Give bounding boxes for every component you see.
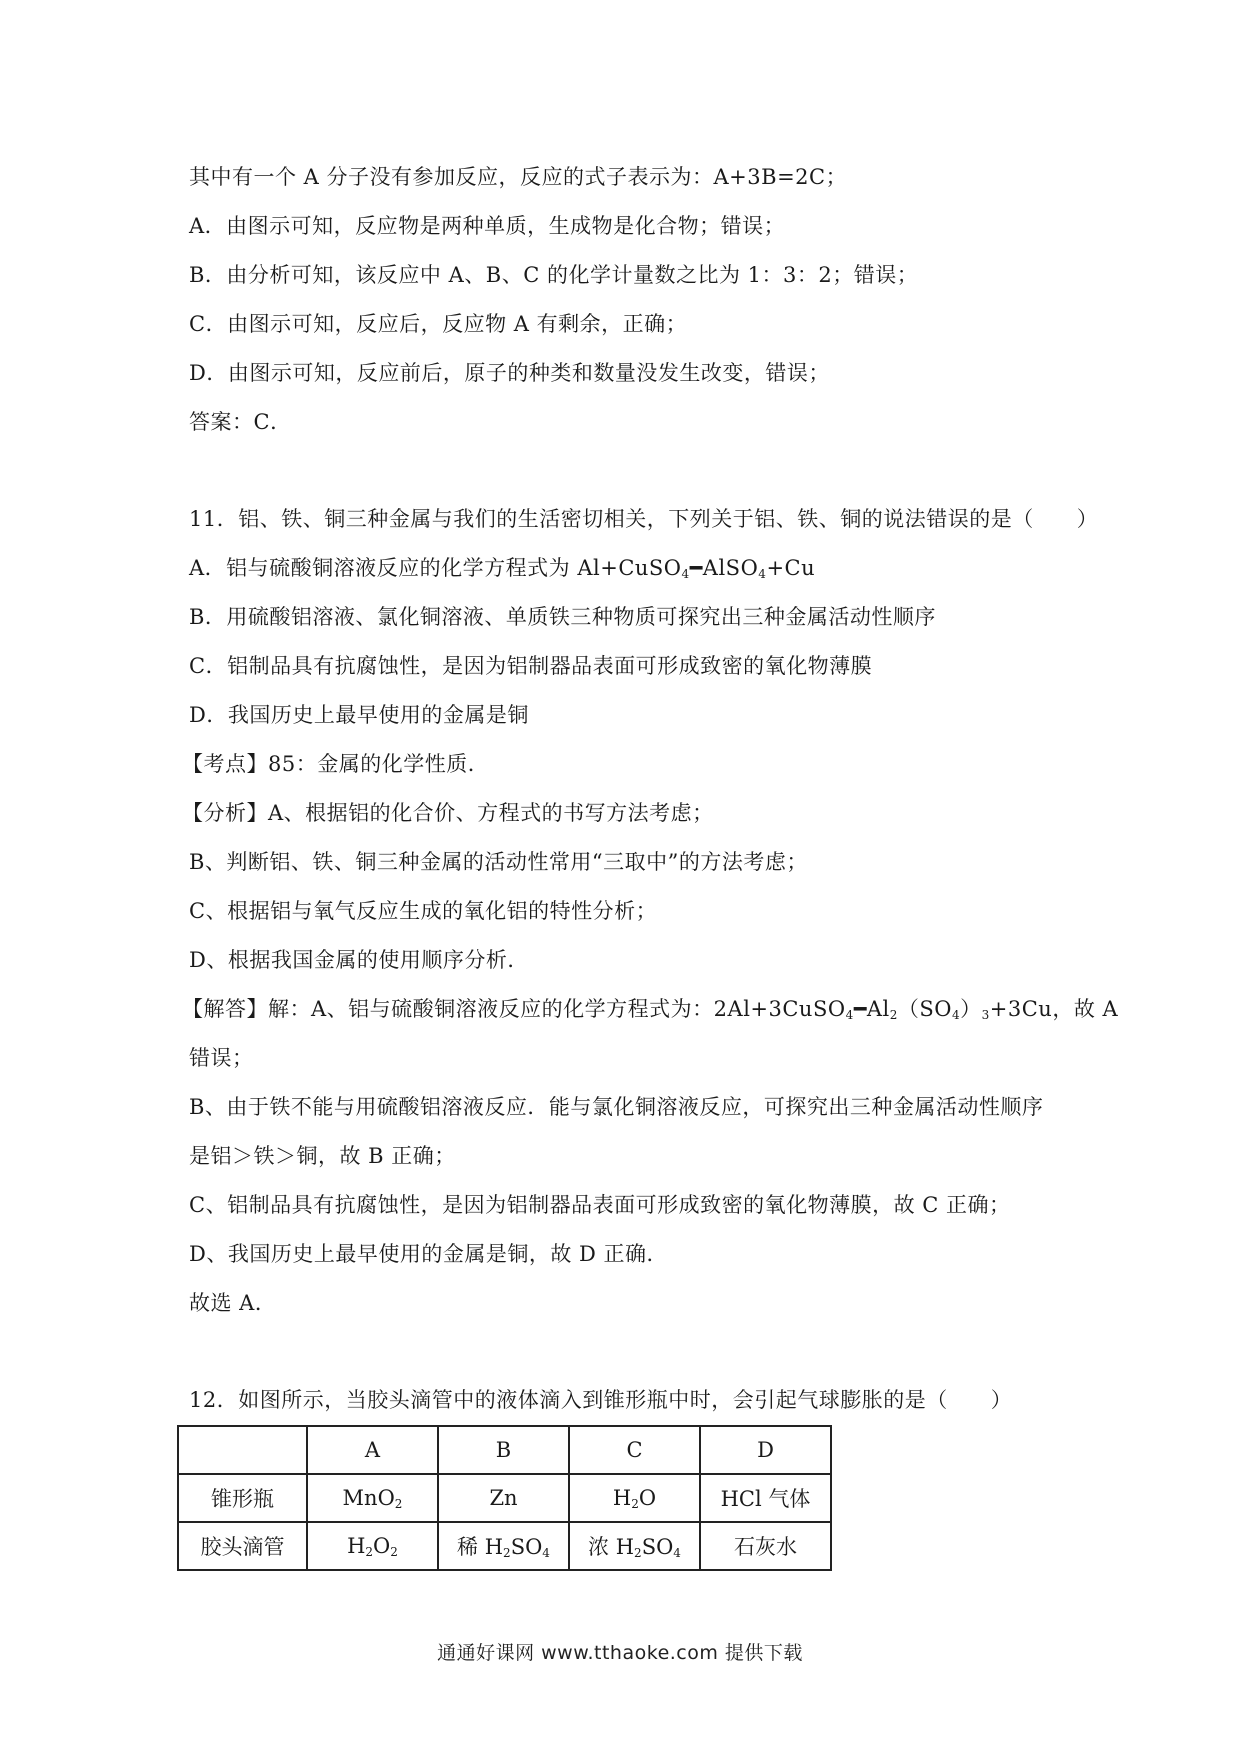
q12-table xyxy=(177,1425,832,1571)
q11-jieda-sub1: 4 xyxy=(845,1008,854,1022)
q12-stem: 12．如图所示，当胶头滴管中的液体滴入到锥形瓶中时，会引起气球膨胀的是（ ） xyxy=(189,1388,1013,1412)
cell-text: SO xyxy=(510,1535,543,1559)
table-header-b: B xyxy=(438,1426,569,1474)
cell-flask-c xyxy=(569,1474,700,1522)
cell-flask-d: HCl 气体 xyxy=(700,1474,831,1522)
q11-jieda-line1 xyxy=(182,994,1118,1024)
cell-text: 稀 H xyxy=(457,1535,504,1559)
q11-jieda-c: C、铝制品具有抗腐蚀性，是因为铝制器品表面可形成致密的氧化物薄膜，故 C 正确； xyxy=(189,1193,1011,1217)
q11-a-text3: +Cu xyxy=(766,556,816,580)
q11-jieda-text: 【解答】解：A、铝与硫酸铜溶液反应的化学方程式为：2Al+3CuSO xyxy=(182,997,846,1021)
cell-text: 浓 H xyxy=(588,1535,635,1559)
table-row xyxy=(178,1474,831,1522)
cell-text: O xyxy=(373,1534,391,1558)
cell-text: H xyxy=(612,1486,632,1510)
prev-option-b: B．由分析可知，该反应中 A、B、C 的化学计量数之比为 1：3：2；错误； xyxy=(189,263,919,287)
q11-stem: 11．铝、铁、铜三种金属与我们的生活密切相关，下列关于铝、铁、铜的说法错误的是（ ） xyxy=(189,507,1099,531)
cell-dropper-c xyxy=(569,1522,700,1570)
cell-dropper-a xyxy=(307,1522,438,1570)
q11-jieda-text4: ） xyxy=(960,997,982,1021)
cell-sub: 2 xyxy=(631,1497,639,1511)
q11-jieda-line2: 错误； xyxy=(189,1046,254,1070)
table-header-c: C xyxy=(569,1426,700,1474)
prev-option-c: C．由图示可知，反应后，反应物 A 有剩余，正确； xyxy=(189,312,688,336)
q11-jieda-text2: ━Al xyxy=(853,997,890,1021)
table-row xyxy=(178,1522,831,1570)
table-header-d: D xyxy=(700,1426,831,1474)
cell-sub: 2 xyxy=(503,1546,511,1560)
q11-jieda-sub3: 4 xyxy=(951,1008,961,1022)
q11-jieda-b1: B、由于铁不能与用硫酸铝溶液反应．能与氯化铜溶液反应，可探究出三种金属活动性顺序 xyxy=(189,1095,1044,1119)
table-header-a: A xyxy=(307,1426,438,1474)
cell-sub: 2 xyxy=(390,1545,398,1559)
cell-dropper-b xyxy=(438,1522,569,1570)
q11-option-d: D．我国历史上最早使用的金属是铜 xyxy=(189,703,529,727)
row-label-dropper: 胶头滴管 xyxy=(178,1522,307,1570)
q11-a-text2: ━AlSO xyxy=(689,556,759,580)
prev-answer: 答案：C． xyxy=(189,410,292,434)
q11-a-sub2: 4 xyxy=(758,567,767,581)
q11-jieda-text5: +3Cu，故 A xyxy=(989,997,1119,1021)
table-row xyxy=(178,1426,831,1474)
q11-option-b: B．用硫酸铝溶液、氯化铜溶液、单质铁三种物质可探究出三种金属活动性顺序 xyxy=(189,605,936,629)
q11-jieda-b2: 是铝＞铁＞铜，故 B 正确； xyxy=(189,1144,456,1168)
cell-flask-b: Zn xyxy=(438,1474,569,1522)
q11-a-sub: 4 xyxy=(681,567,690,581)
q11-jieda-d: D、我国历史上最早使用的金属是铜，故 D 正确． xyxy=(189,1242,669,1266)
cell-flask-a xyxy=(307,1474,438,1522)
cell-sub: 2 xyxy=(634,1546,642,1560)
q11-fenxi: 【分析】A、根据铝的化合价、方程式的书写方法考虑； xyxy=(182,801,714,825)
table-header-empty xyxy=(178,1426,307,1474)
cell-sub: 4 xyxy=(673,1546,681,1560)
q11-jieda-sub4: 3 xyxy=(981,1008,990,1022)
prev-option-a: A．由图示可知，反应物是两种单质，生成物是化合物；错误； xyxy=(189,214,786,238)
cell-sub: 2 xyxy=(394,1497,403,1511)
q11-fenxi-c: C、根据铝与氧气反应生成的氧化铝的特性分析； xyxy=(189,899,658,923)
cell-text: SO xyxy=(641,1535,674,1559)
q11-jieda-text3: （SO xyxy=(897,997,952,1021)
q11-fenxi-b: B、判断铝、铁、铜三种金属的活动性常用“三取中”的方法考虑； xyxy=(189,850,808,874)
prev-solution-line: 其中有一个 A 分子没有参加反应，反应的式子表示为：A+3B=2C； xyxy=(189,165,848,189)
q11-fenxi-d: D、根据我国金属的使用顺序分析． xyxy=(189,948,529,972)
cell-text: H xyxy=(347,1534,366,1558)
page-footer: 通通好课网 www.tthaoke.com 提供下载 xyxy=(437,1642,803,1664)
q11-jieda-sub2: 2 xyxy=(889,1008,898,1022)
cell-sub: 2 xyxy=(365,1545,374,1559)
q11-choose: 故选 A． xyxy=(189,1291,277,1315)
q11-kaodian: 【考点】85：金属的化学性质． xyxy=(182,752,490,776)
cell-sub: 4 xyxy=(542,1546,550,1560)
q11-option-c: C．铝制品具有抗腐蚀性，是因为铝制器品表面可形成致密的氧化物薄膜 xyxy=(189,654,873,678)
cell-text: O xyxy=(638,1486,657,1510)
prev-option-d: D．由图示可知，反应前后，原子的种类和数量没发生改变，错误； xyxy=(189,361,830,385)
row-label-flask: 锥形瓶 xyxy=(178,1474,307,1522)
q11-a-text: A．铝与硫酸铜溶液反应的化学方程式为 Al+CuSO xyxy=(189,556,682,580)
cell-text: MnO xyxy=(342,1486,395,1510)
cell-dropper-d: 石灰水 xyxy=(700,1522,831,1570)
q11-option-a xyxy=(189,553,815,583)
